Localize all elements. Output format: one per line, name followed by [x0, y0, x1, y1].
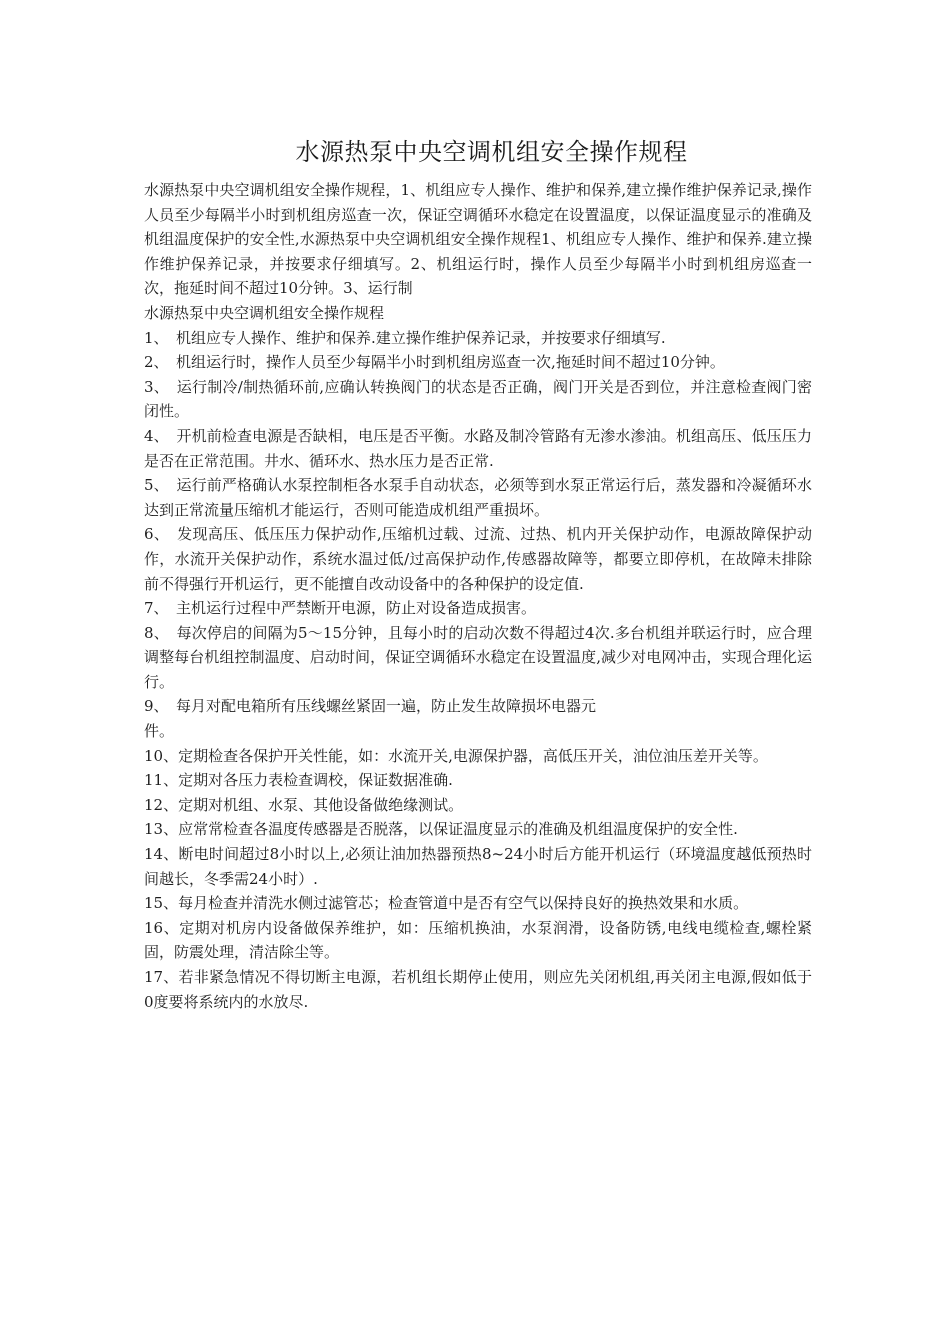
rule-item-6: 6、 发现高压、低压压力保护动作,压缩机过载、过流、过热、机内开关保护动作，电源故障保护动作，水流开关保护动作，系统水温过低/过高保护动作,传感器故障等，都要立即停机，在故障未排除前不得强行开机运行，更不能擅自改动设备中的各种保护的设定值. [144, 525, 812, 593]
rule-item-8: 8、 每次停启的间隔为5～15分钟，且每小时的启动次数不得超过4次.多台机组并联运行时，应合理调整每台机组控制温度、启动时间，保证空调循环水稳定在设置温度,减少对电网冲击，实现合理化运行。 [144, 623, 812, 691]
rule-item-5: 5、 运行前严格确认水泵控制柜各水泵手自动状态，必须等到水泵正常运行后，蒸发器和冷凝循环水达到正常流量压缩机才能运行，否则可能造成机组严重损坏。 [144, 476, 812, 519]
rule-item-15: 15、每月检查并清洗水侧过滤管芯；检查管道中是否有空气以保持良好的换热效果和水质。 [144, 894, 749, 913]
rule-item-17: 17、若非紧急情况不得切断主电源，若机组长期停止使用，则应先关闭机组,再关闭主电源,假如低于0度要将系统内的水放尽. [144, 968, 812, 1011]
rule-item-2: 2、 机组运行时，操作人员至少每隔半小时到机组房巡查一次,拖延时间不超过10分钟。 [144, 353, 725, 372]
rule-item-14: 14、断电时间超过8小时以上,必须让油加热器预热8~24小时后方能开机运行（环境温度越低预热时间越长，冬季需24小时）. [144, 845, 812, 888]
rule-item-1: 1、 机组应专人操作、维护和保养.建立操作维护保养记录，并按要求仔细填写. [144, 328, 666, 347]
rule-item-13: 13、应常常检查各温度传感器是否脱落，以保证温度显示的准确及机组温度保护的安全性. [144, 820, 738, 839]
rule-item-4: 4、 开机前检查电源是否缺相，电压是否平衡。水路及制冷管路有无渗水渗油。机组高压、低压压力是否在正常范围。井水、循环水、热水压力是否正常. [144, 426, 812, 470]
intro-paragraph: 水源热泵中央空调机组安全操作规程，1、机组应专人操作、维护和保养,建立操作维护保养记录,操作人员至少每隔半小时到机组房巡查一次，保证空调循环水稳定在设置温度，以保证温度显示的准确及机组温度保护的安全性,水源热泵中央空调机组安全操作规程1、机组应专人操作、维护和保养.建立操作维护保养记录，并按要求仔细填写。2、机组运行时，操作人员至少每隔半小时到机组房巡查一次，拖延时间不超过10分钟。3、运行制 [144, 181, 812, 298]
rule-item-7: 7、 主机运行过程中严禁断开电源，防止对设备造成损害。 [144, 599, 537, 618]
rule-item-16: 16、定期对机房内设备做保养维护，如：压缩机换油，水泵润滑，设备防锈,电线电缆检查,螺栓紧固，防震处理，清洁除尘等。 [144, 918, 812, 962]
rule-item-9-continued: 件。 [144, 722, 175, 741]
section-heading: 水源热泵中央空调机组安全操作规程 [144, 303, 385, 322]
rule-item-12: 12、定期对机组、水泵、其他设备做绝缘测试。 [144, 795, 464, 814]
document-body [144, 178, 812, 1014]
rule-item-9: 9、 每月对配电箱所有压线螺丝紧固一遍，防止发生故障损坏电器元 [144, 697, 597, 716]
rule-item-10: 10、定期检查各保护开关性能，如：水流开关,电源保护器，高低压开关，油位油压差开关等。 [144, 746, 768, 765]
rule-item-3: 3、 运行制冷/制热循环前,应确认转换阀门的状态是否正确，阀门开关是否到位，并注意检查阀门密闭性。 [144, 377, 812, 421]
document-title: 水源热泵中央空调机组安全操作规程 [295, 138, 688, 166]
rule-item-11: 11、定期对各压力表检查调校，保证数据准确. [144, 771, 453, 790]
